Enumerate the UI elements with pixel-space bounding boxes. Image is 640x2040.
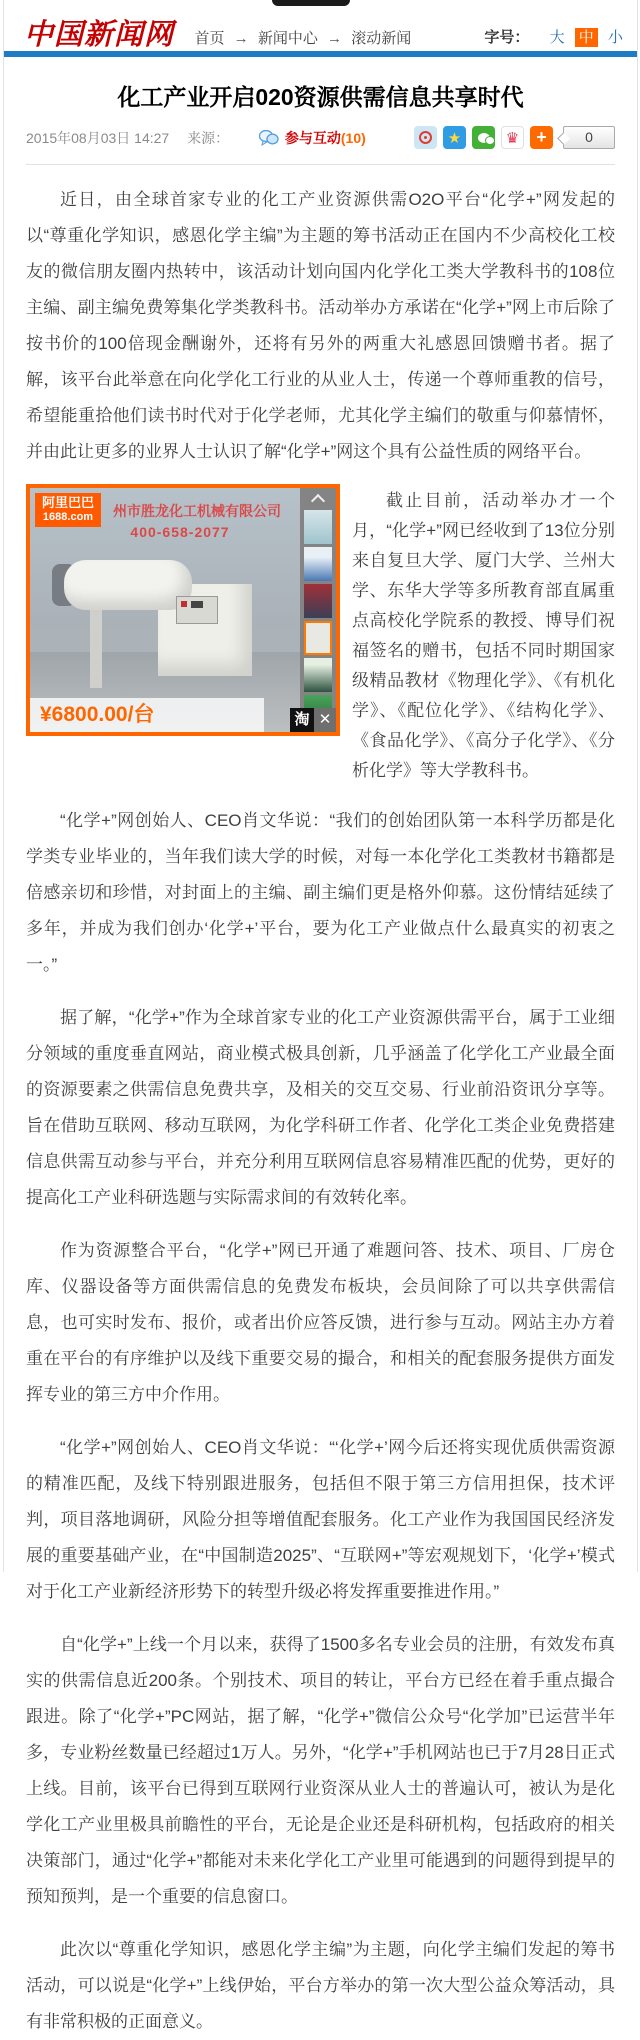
qzone-share-icon[interactable]: ★ — [443, 126, 466, 149]
breadcrumb-home[interactable]: 首页 — [194, 30, 225, 47]
breadcrumb-news-center[interactable]: 新闻中心 — [257, 30, 318, 47]
font-size-small[interactable]: 小 — [607, 29, 623, 46]
weibo-eye-glyph — [419, 131, 432, 144]
badge-domain: 1688.com — [42, 510, 94, 523]
article-meta-row — [26, 128, 615, 156]
ad-product-photo — [30, 488, 300, 732]
badge-brand: 阿里巴巴 — [42, 495, 95, 510]
wechat-share-icon[interactable] — [472, 126, 495, 149]
ad-thumbnail-strip — [300, 488, 336, 732]
panel-display — [191, 601, 203, 608]
site-header — [4, 0, 637, 51]
article-paragraph: 截止目前，活动举办才一个月，“化学+”网已经收到了13位分别来自复旦大学、厦门大学、兰州大学、东华大学等多所教育部直属重点高校化学院系的教授、博导们祝福签名的赠书，包括不同时期国家级精品教材《物理化学》、《有机化学》、《配位化学》、《结构化学》、《食品化学》、《高分子化学》、《分析化学》等大学教科书。 — [352, 491, 615, 780]
share-bar — [408, 126, 615, 149]
interaction-link[interactable]: 参与互动 — [284, 130, 341, 146]
breadcrumb-arrow: → — [327, 30, 343, 47]
share-count-badge: 0 — [563, 126, 615, 149]
breadcrumb — [194, 17, 411, 48]
interaction-count: (10) — [340, 130, 366, 146]
font-size-widget — [484, 26, 623, 47]
alibaba-ad[interactable] — [26, 484, 340, 736]
alibaba-1688-badge — [35, 493, 101, 527]
watermark-phone: 400-658-2077 — [130, 524, 230, 540]
machine-cylinder — [64, 560, 192, 610]
font-size-medium-selected[interactable]: 中 — [575, 28, 598, 47]
ad-and-paragraph-row — [26, 484, 615, 786]
article — [4, 82, 637, 2040]
meta-divider — [26, 164, 615, 165]
taobao-logo-icon[interactable]: 淘 — [290, 708, 314, 732]
article-paragraph: 作为资源整合平台，“化学+”网已开通了难题问答、技术、项目、厂房仓库、仪器设备等方面供需信息的免费发布板块，会员间除了可以共享供需信息，也可实时发布、报价，或者出价应答反馈，进行参与互动。网站主办方着重在平台的有序维护以及线下重要交易的撮合，和相关的配套服务提供方面发挥专业的第三方中介作用。 — [26, 1241, 615, 1404]
ad-thumbnail[interactable] — [304, 658, 332, 692]
machine-leg — [90, 608, 102, 688]
wechat-bubble-glyph — [478, 133, 490, 143]
breadcrumb-scroll-news[interactable]: 滚动新闻 — [351, 30, 412, 47]
source-label: 来源： — [187, 130, 230, 146]
ad-thumbnail[interactable] — [304, 547, 332, 581]
article-paragraph: “化学+”网创始人、CEO肖文华说：“‘化学+’网今后还将实现优质供需资源的精准匹配，及线下特别跟进服务，包括但不限于第三方信用担保，技术评判，项目落地调研，风险分担等增值配套服务。化工产业作为我国国民经济发展的重要基础产业，在“中国制造2025”、“互联网+”等宏观规划下，‘化学+’模式对于化工产业新经济形势下的转型升级必将发挥重要推进作用。” — [26, 1438, 615, 1601]
breadcrumb-arrow: → — [233, 30, 249, 47]
page-title: 化工产业开启020资源供需信息共享时代 — [117, 84, 524, 110]
font-size-label: 字号： — [484, 29, 530, 46]
ad-close-icon[interactable]: ✕ — [318, 711, 332, 728]
ad-thumbnail[interactable] — [304, 510, 332, 544]
publish-date: 2015年08月03日 14:27 — [26, 130, 170, 146]
font-size-large[interactable]: 大 — [549, 29, 565, 46]
ad-price: ¥6800.00/台 — [30, 698, 264, 732]
ad-thumbnail-selected[interactable] — [304, 621, 332, 655]
panel-red-light — [181, 601, 187, 607]
page-frame — [3, 0, 638, 2031]
more-share-icon[interactable]: + — [530, 126, 553, 149]
comment-bubbles-icon — [259, 130, 279, 146]
strip-up-chevron-icon[interactable] — [311, 494, 325, 508]
article-paragraph: 近日，由全球首家专业的化工产业资源供需O2O平台“化学+”网发起的以“尊重化学知识，感恩化学主编”为主题的筹书活动正在国内不少高校化工校友的微信朋友圈内热转中，该活动计划向国内化学化工类大学教科书的108位主编、副主编免费筹集化学类教科书。活动举办方承诺在“化学+”网上市后除了按书价的100倍现金酬谢外，还将有另外的两重大礼感恩回馈赠书者。据了解，该平台此举意在向化学化工行业的从业人士，传递一个尊师重教的信号，希望能重拾他们读书时代对于化学老师，尤其化学主编们的敬重与仰慕情怀，并由此让更多的业界人士认识了解“化学+”网这个具有公益性质的网络平台。 — [26, 190, 615, 461]
ad-thumbnail[interactable] — [304, 584, 332, 618]
ad-corner-controls — [290, 708, 336, 732]
article-paragraph: 据了解，“化学+”作为全球首家专业的化工产业资源供需平台，属于工业细分领域的重度垂直网站，商业模式极具创新，几乎涵盖了化学化工产业最全面的资源要素之供需信息免费共享，及相关的交互交易、行业前沿资讯分享等。旨在借助互联网、移动互联网，为化学科研工作者、化学化工类企业免费搭建信息供需互动参与平台，并充分利用互联网信息容易精准匹配的优势，更好的提高化工产业科研选题与实际需求间的有效转化率。 — [26, 1008, 615, 1207]
red-share-icon[interactable]: ♛ — [501, 126, 524, 149]
article-paragraph: “化学+”网创始人、CEO肖文华说：“我们的创始团队第一本科学历都是化学类专业毕业的，当年我们读大学的时候，对每一本化学化工类教材书籍都是倍感亲切和珍惜，对封面上的主编、副主编们更是格外仰慕。这份情结延续了多年，并成为我们创办‘化学+’平台，要为化工产业做点什么最真实的初衷之一。” — [26, 811, 615, 974]
article-paragraph: 自“化学+”上线一个月以来，获得了1500多名专业会员的注册，有效发布真实的供需信息近200条。个别技术、项目的转让，平台方已经在着手重点撮合跟进。除了“化学+”PC网站，据了解，“化学+”微信公众号“化学加”已运营半年多，专业粉丝数量已经超过1万人。另外，“化学+”手机网站也已于7月28日正式上线。目前，该平台已得到互联网行业资深从业人士的普遍认可，被认为是化学化工产业里极具前瞻性的平台，无论是企业还是科研机构，包括政府的相关决策部门，通过“化学+”都能对未来化学化工产业里可能遇到的问题得到提早的预知预判，是一个重要的信息窗口。 — [26, 1635, 615, 1906]
interaction-widget — [259, 130, 366, 146]
watermark-company-name: 州市胜龙化工机械有限公司 — [113, 503, 281, 519]
weibo-share-icon[interactable] — [414, 126, 437, 149]
article-paragraph: 此次以“尊重化学知识，感恩化学主编”为主题，向化学主编们发起的筹书活动，可以说是“化学+”上线伊始，平台方举办的第一次大型公益众筹活动，具有非常积极的正面意义。 — [26, 1940, 615, 2031]
site-logo[interactable]: 中国新闻网 — [24, 17, 175, 51]
